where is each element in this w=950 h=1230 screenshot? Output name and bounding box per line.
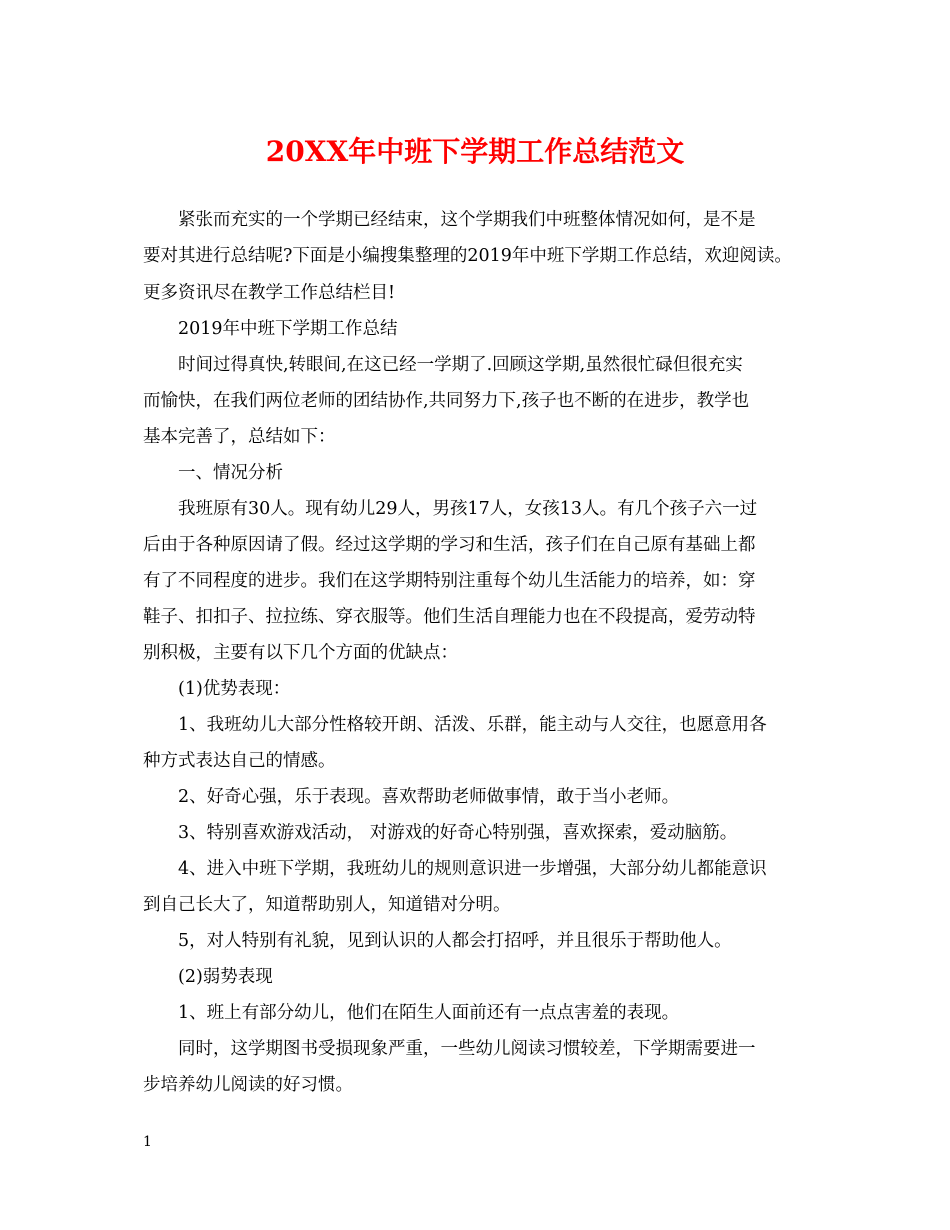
list-item: 1、班上有部分幼儿，他们在陌生人面前还有一点点害羞的表现。: [178, 1003, 680, 1023]
list-item-continuation: 到自己长大了，知道帮助别人，知道错对分明。: [143, 895, 511, 915]
section-heading: 一、情况分析: [178, 463, 283, 483]
paragraph-line: 后由于各种原因请了假。经过这学期的学习和生活，孩子们在自己原有基础上都: [143, 535, 756, 555]
list-item-continuation: 种方式表达自己的情感。: [143, 751, 336, 771]
paragraph-line: 而愉快，在我们两位老师的团结协作,共同努力下,孩子也不断的在进步，教学也: [143, 391, 750, 411]
list-item: 1、我班幼儿大部分性格较开朗、活泼、乐群，能主动与人交往，也愿意用各: [178, 715, 767, 735]
paragraph-line: 更多资讯尽在教学工作总结栏目!: [143, 283, 396, 303]
paragraph-line: 紧张而充实的一个学期已经结束，这个学期我们中班整体情况如何，是不是: [178, 210, 756, 230]
list-item: 2、好奇心强，乐于表现。喜欢帮助老师做事情，敢于当小老师。: [178, 787, 680, 807]
list-item: 5，对人特别有礼貌，见到认识的人都会打招呼，并且很乐于帮助他人。: [178, 931, 732, 951]
page-number: 1: [143, 1134, 152, 1150]
paragraph-line: 别积极，主要有以下几个方面的优缺点：: [143, 643, 458, 663]
paragraph-line: 鞋子、扣扣子、拉拉练、穿衣服等。他们生活自理能力也在不段提高，爱劳动特: [143, 607, 756, 627]
paragraph-line: 有了不同程度的进步。我们在这学期特别注重每个幼儿生活能力的培养，如：穿: [143, 571, 756, 591]
subsection-heading: (1)优势表现：: [178, 679, 291, 699]
paragraph-line: 我班原有30人。现有幼儿29人，男孩17人，女孩13人。有几个孩子六一过: [178, 499, 758, 519]
paragraph-line: 步培养幼儿阅读的好习惯。: [143, 1075, 353, 1095]
list-item: 4、进入中班下学期，我班幼儿的规则意识进一步增强，大部分幼儿都能意识: [178, 859, 767, 879]
subsection-heading: (2)弱势表现: [178, 967, 273, 987]
paragraph-line: 基本完善了，总结如下：: [143, 427, 336, 447]
paragraph-line: 要对其进行总结呢?下面是小编搜集整理的2019年中班下学期工作总结，欢迎阅读。: [143, 246, 792, 266]
section-heading: 2019年中班下学期工作总结: [178, 319, 398, 339]
list-item: 3、特别喜欢游戏活动， 对游戏的好奇心特别强，喜欢探索，爱动脑筋。: [178, 823, 738, 843]
paragraph-line: 时间过得真快,转眼间,在这已经一学期了.回顾这学期,虽然很忙碌但很充实: [178, 355, 743, 375]
paragraph-line: 同时，这学期图书受损现象严重，一些幼儿阅读习惯较差，下学期需要进一: [178, 1039, 756, 1059]
document-title: 20XX年中班下学期工作总结范文: [265, 135, 685, 168]
